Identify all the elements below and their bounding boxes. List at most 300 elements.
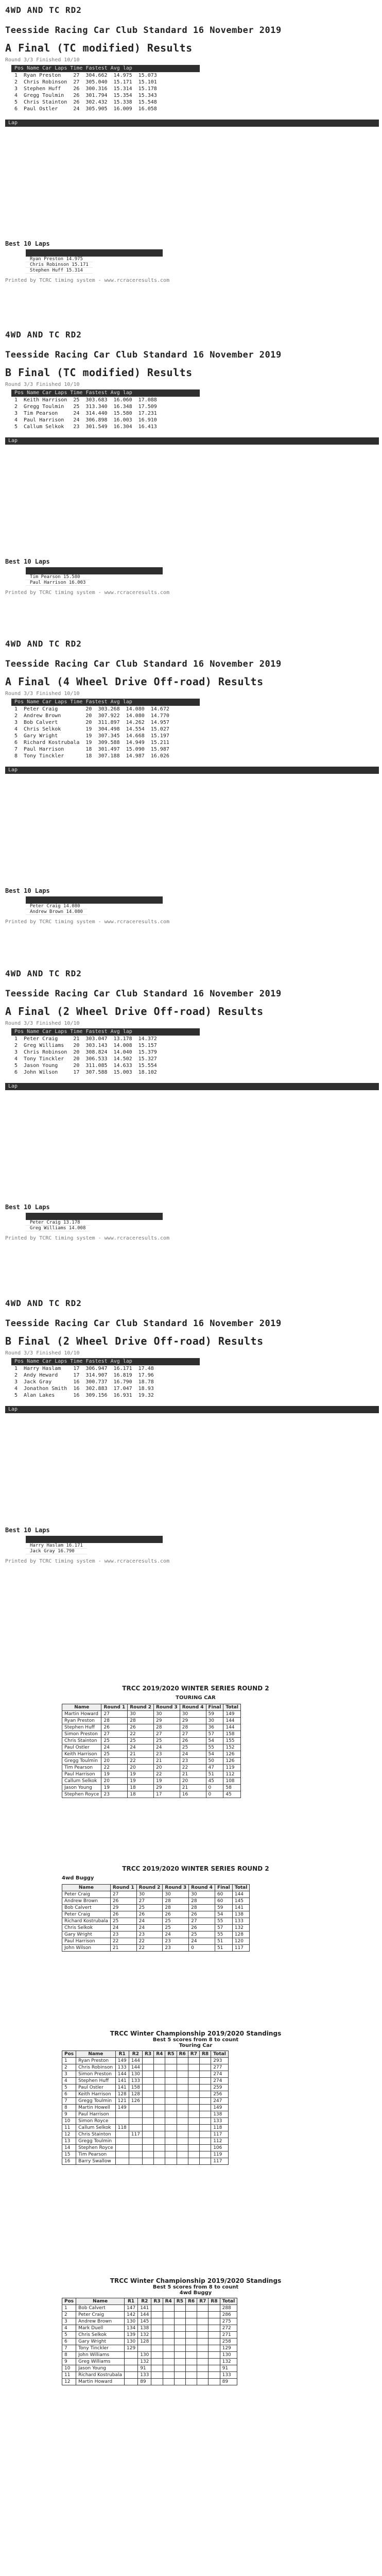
results-cell: 26 (73, 99, 80, 105)
table-cell (165, 2105, 177, 2111)
table-cell: Chris Stainton (76, 2131, 115, 2138)
table-cell (174, 2359, 185, 2365)
best-lap-row (26, 580, 90, 586)
table-cell: 28 (189, 1905, 215, 1911)
table-cell (154, 2131, 165, 2138)
best-lap-row (26, 257, 93, 262)
table-cell: 60 (215, 1898, 232, 1905)
table-cell: 57 (206, 1731, 223, 1738)
table-cell: 141 (232, 1905, 250, 1911)
table-cell: Callum Selkok (76, 2125, 115, 2131)
results-cell: 15.327 (138, 1056, 157, 1062)
table-cell: 30 (128, 1711, 154, 1718)
results-cell: 1 (14, 1036, 18, 1042)
table-cell: 144 (138, 2312, 151, 2318)
table-cell: 26 (101, 1724, 128, 1731)
table-cell (163, 2365, 174, 2372)
table-cell (165, 2078, 177, 2084)
table-cell: 2 (62, 2064, 76, 2071)
table-cell (174, 2325, 185, 2332)
table-cell (188, 2125, 199, 2131)
results-cell: 302.432 (85, 99, 108, 105)
results-cell: 16.058 (138, 106, 157, 112)
table-row (62, 1918, 250, 1925)
table-cell: 23 (110, 1931, 136, 1938)
header-row (62, 2051, 229, 2058)
results-cell: Bob Calvert (24, 720, 58, 725)
results-cell: 7 (14, 747, 18, 752)
results-cell: 311.085 (85, 1063, 108, 1069)
table-cell: Keith Harrison (76, 2091, 115, 2098)
table-cell: Chris Stainton (62, 1738, 101, 1744)
table-cell (200, 2118, 211, 2125)
table-cell (125, 2379, 138, 2385)
best-laps-header (26, 896, 163, 904)
table-cell (151, 2318, 163, 2325)
table-cell (186, 2325, 197, 2332)
best-laps-table (26, 1220, 90, 1231)
column-header: Name (62, 1704, 101, 1711)
table-row (62, 2084, 229, 2091)
table-cell: 132 (232, 1925, 250, 1931)
table-cell (163, 2318, 174, 2325)
results-cell: 15.101 (138, 79, 157, 85)
table-row (62, 2338, 237, 2345)
lap-chart-header: Lap (5, 437, 379, 445)
results-cell: 17 (73, 1372, 80, 1378)
results-cell: 16 (73, 1379, 80, 1385)
results-table (11, 706, 172, 759)
table-cell (151, 2325, 163, 2332)
lap-chart-header: Lap (5, 1406, 379, 1413)
results-cell: 6 (14, 740, 18, 745)
table-cell: 27 (154, 1731, 180, 1738)
results-cell: 23 (73, 424, 80, 430)
table-cell (209, 2352, 220, 2359)
table-cell (125, 2359, 138, 2365)
table-cell: 26 (128, 1724, 154, 1731)
table-cell (209, 2379, 220, 2385)
table-cell (188, 2078, 199, 2084)
table-cell: 19 (101, 1785, 128, 1791)
best-lap-cell: Stephen Huff 15.314 (26, 268, 93, 274)
table-cell (188, 2058, 199, 2064)
table-cell (163, 2312, 174, 2318)
table-cell: 132 (138, 2359, 151, 2365)
table-cell: 29 (110, 1905, 136, 1911)
results-cell: Andy Heward (24, 1372, 58, 1378)
table-cell (186, 2338, 197, 2345)
results-cell: Chris Stainton (24, 99, 67, 105)
results-cell: 306.533 (85, 1056, 108, 1062)
results-cell: Jack Gray (24, 1379, 52, 1385)
results-cell: 16.003 (113, 417, 132, 423)
table-row (62, 1911, 250, 1918)
table-cell: Peter Craig (62, 1911, 111, 1918)
best-lap-row (26, 262, 93, 268)
results-cell: 21 (73, 1036, 80, 1042)
round-label: 4WD AND TC RD2 (5, 330, 82, 340)
table-cell: Callum Selkok (62, 1778, 101, 1785)
table-cell: 55 (215, 1931, 232, 1938)
results-row (11, 733, 172, 739)
results-cell: 2 (14, 79, 18, 85)
final-title: A Final (TC modified) Results (5, 42, 193, 54)
results-row (11, 1385, 157, 1392)
table-cell: 19 (101, 1771, 128, 1778)
table-cell (200, 2064, 211, 2071)
table-row (62, 1758, 241, 1765)
table-cell: 28 (154, 1724, 180, 1731)
results-cell: 304.662 (85, 73, 108, 78)
table-cell: Chris Selkok (76, 2332, 125, 2338)
results-cell: 14.975 (113, 73, 132, 78)
final-title: B Final (2 Wheel Drive Off-road) Results (5, 1335, 264, 1347)
race-block-tc-a-final (0, 5, 382, 283)
table-cell: 24 (163, 1931, 189, 1938)
column-header: Round 3 (154, 1704, 180, 1711)
best-laps-title: Best 10 Laps (5, 1527, 50, 1534)
results-cell: 313.340 (85, 404, 108, 410)
column-header: Round 2 (128, 1704, 154, 1711)
table-cell: 130 (125, 2318, 138, 2325)
results-cell: 307.922 (98, 713, 120, 719)
results-cell: Andrew Brown (24, 713, 61, 719)
results-cell: 18.93 (138, 1386, 154, 1392)
lap-chart-header: Lap (5, 767, 379, 774)
table-cell (115, 2118, 129, 2125)
results-cell: Callum Selkok (24, 424, 64, 430)
table-row (62, 2125, 229, 2131)
table-cell (188, 2071, 199, 2078)
table-cell: 28 (189, 1898, 215, 1905)
best-laps-header (26, 1536, 163, 1543)
table-cell (200, 2138, 211, 2145)
table-cell: 158 (223, 1731, 241, 1738)
standings-sub: Best 5 scores from 8 to count (152, 2284, 239, 2290)
best-lap-cell: Tim Pearson 15.580 (26, 574, 90, 580)
table-cell: 134 (125, 2325, 138, 2332)
table-cell: 19 (128, 1771, 154, 1778)
table-cell (154, 2158, 165, 2165)
table-cell: Gary Wright (62, 1931, 111, 1938)
table-cell (151, 2352, 163, 2359)
race-content (0, 330, 382, 596)
table-cell: 128 (138, 2338, 151, 2345)
table-cell: 128 (232, 1931, 250, 1938)
results-cell: 14.668 (126, 733, 145, 739)
table-cell: 59 (206, 1711, 223, 1718)
round-meta: Round 3/3 Finished 10/10 (5, 57, 80, 63)
table-cell: 275 (220, 2318, 237, 2325)
table-row (62, 2345, 237, 2352)
table-cell (197, 2318, 209, 2325)
table-cell (163, 2338, 174, 2345)
results-header-bar: Pos Name Car Laps Time Fastest Avg lap (11, 699, 200, 706)
table-row (62, 1945, 250, 1952)
column-header: R7 (197, 2298, 209, 2305)
table-row (62, 1751, 241, 1758)
results-cell: 17.48 (138, 1366, 154, 1371)
results-row (11, 739, 172, 746)
results-cell: 4 (14, 1386, 18, 1392)
table-cell: Martin Howard (62, 1711, 101, 1718)
table-cell: 24 (110, 1925, 136, 1931)
table-cell (200, 2084, 211, 2091)
table-cell: 30 (189, 1891, 215, 1898)
table-cell (151, 2359, 163, 2365)
table-cell: 10 (62, 2118, 76, 2125)
table-cell (142, 2151, 153, 2158)
table-cell: 51 (215, 1938, 232, 1945)
results-cell: 1 (14, 1366, 18, 1371)
table-cell: 133 (232, 1918, 250, 1925)
results-cell: Chris Robinson (24, 79, 67, 85)
table-cell (154, 2064, 165, 2071)
table-cell: 21 (154, 1758, 180, 1765)
table-cell: 17 (154, 1791, 180, 1798)
table-cell: 128 (115, 2091, 129, 2098)
results-cell: 304.498 (98, 726, 120, 732)
column-header: R6 (177, 2051, 188, 2058)
table-cell (165, 2118, 177, 2125)
race-block-2wd-b-final (0, 1298, 382, 1564)
table-cell (151, 2345, 163, 2352)
table-cell (165, 2071, 177, 2078)
table-cell (200, 2151, 211, 2158)
table-cell: Tim Pearson (76, 2151, 115, 2158)
standings-buggy-table (62, 2298, 237, 2385)
table-row (62, 2332, 237, 2338)
table-cell (188, 2091, 199, 2098)
results-cell: 15.338 (113, 99, 132, 105)
results-cell: 8 (14, 753, 18, 759)
results-cell: Tim Pearson (24, 411, 58, 416)
table-cell: 13 (62, 2138, 76, 2145)
results-cell: 14.770 (150, 713, 169, 719)
results-cell: 24 (73, 417, 80, 423)
table-cell: 9 (62, 2111, 76, 2118)
results-cell: 307.188 (98, 753, 120, 759)
table-cell: 26 (110, 1911, 136, 1918)
column-header: Total (220, 2298, 237, 2305)
table-cell: 129 (220, 2345, 237, 2352)
table-cell: 28 (163, 1905, 189, 1911)
table-cell: 45 (206, 1778, 223, 1785)
table-cell: Stephen Royce (62, 1791, 101, 1798)
table-cell: Chris Selkok (62, 1925, 111, 1931)
results-row (11, 417, 160, 423)
table-cell (142, 2071, 153, 2078)
table-cell: 24 (128, 1744, 154, 1751)
table-row (62, 1731, 241, 1738)
table-cell (154, 2138, 165, 2145)
table-cell (129, 2125, 142, 2131)
table-cell (186, 2372, 197, 2379)
column-header: R4 (154, 2051, 165, 2058)
table-cell: 20 (180, 1778, 206, 1785)
table-cell: 10 (62, 2365, 76, 2372)
table-row (62, 1744, 241, 1751)
table-cell: Peter Craig (62, 1891, 111, 1898)
table-cell: 247 (211, 2098, 229, 2105)
table-cell: 20 (101, 1778, 128, 1785)
table-cell: 119 (211, 2151, 229, 2158)
table-cell: 25 (128, 1738, 154, 1744)
table-cell (154, 2118, 165, 2125)
results-cell: 301.549 (85, 424, 108, 430)
table-cell: 129 (125, 2345, 138, 2352)
table-cell (174, 2365, 185, 2372)
table-cell: 36 (206, 1724, 223, 1731)
table-cell: 119 (223, 1765, 241, 1771)
standings-title: TRCC Winter Championship 2019/2020 Standings (110, 2277, 282, 2284)
results-cell: 27 (73, 73, 80, 78)
table-cell: 149 (115, 2105, 129, 2111)
results-row (11, 397, 160, 403)
table-cell (188, 2111, 199, 2118)
race-content (0, 1298, 382, 1564)
standings-buggy (62, 2277, 329, 2385)
table-cell (177, 2091, 188, 2098)
table-cell: 47 (206, 1765, 223, 1771)
results-cell: 20 (85, 706, 92, 712)
results-header-bar: Pos Name Car Laps Time Fastest Avg lap (11, 389, 200, 397)
results-cell: 14.080 (126, 706, 145, 712)
results-cell: 19 (85, 726, 92, 732)
table-cell (209, 2345, 220, 2352)
table-cell (188, 2098, 199, 2105)
table-cell (165, 2131, 177, 2138)
table-cell (177, 2158, 188, 2165)
best-laps-title: Best 10 Laps (5, 240, 50, 247)
table-cell: 8 (62, 2105, 76, 2111)
column-header: Round 1 (101, 1704, 128, 1711)
table-cell (209, 2312, 220, 2318)
table-cell (186, 2305, 197, 2312)
results-cell: 305.040 (85, 79, 108, 85)
results-row (11, 706, 172, 713)
table-row (62, 2318, 237, 2325)
table-cell: 117 (129, 2131, 142, 2138)
results-cell: 17.509 (138, 404, 157, 410)
table-cell: 112 (223, 1771, 241, 1778)
best-lap-row (26, 1226, 90, 1231)
table-cell (174, 2352, 185, 2359)
results-cell: 303.143 (85, 1043, 108, 1048)
results-cell: 14.008 (113, 1043, 132, 1048)
table-cell: 286 (220, 2312, 237, 2318)
table-cell (151, 2338, 163, 2345)
table-cell: 126 (223, 1758, 241, 1765)
standings-touring (62, 2030, 329, 2165)
column-header: Total (211, 2051, 229, 2058)
results-cell: 17.088 (138, 397, 157, 403)
table-cell (188, 2158, 199, 2165)
series-sub: TOURING CAR (176, 1695, 216, 1701)
table-cell: 9 (62, 2359, 76, 2365)
results-cell: 15.090 (126, 747, 145, 752)
column-header: R2 (138, 2298, 151, 2305)
table-row (62, 1925, 250, 1931)
table-cell: 138 (138, 2325, 151, 2332)
table-cell (165, 2091, 177, 2098)
table-cell: Simon Royce (76, 2118, 115, 2125)
table-cell: 25 (163, 1918, 189, 1925)
table-cell: 28 (128, 1718, 154, 1724)
table-cell: Simon Preston (76, 2071, 115, 2078)
results-cell: Jason Young (24, 1063, 58, 1069)
results-row (11, 1365, 157, 1372)
table-cell (200, 2071, 211, 2078)
table-cell (165, 2098, 177, 2105)
event-title: Teesside Racing Car Club Standard 16 November 2019 (5, 350, 282, 360)
race-content (0, 5, 382, 283)
table-cell (151, 2365, 163, 2372)
table-cell: 141 (138, 2305, 151, 2312)
table-cell: 23 (136, 1931, 163, 1938)
table-cell: 45 (223, 1791, 241, 1798)
table-row (62, 2312, 237, 2318)
table-cell (197, 2325, 209, 2332)
results-cell: Chris Selkok (24, 726, 61, 732)
results-cell: Gregg Toulmin (24, 93, 64, 98)
table-cell: 51 (206, 1771, 223, 1778)
results-cell: 16 (73, 1393, 80, 1398)
table-cell: 11 (62, 2125, 76, 2131)
best-laps-header (26, 567, 163, 574)
best-lap-row (26, 574, 90, 580)
table-cell: 55 (206, 1744, 223, 1751)
table-cell (197, 2338, 209, 2345)
results-cell: Richard Kostrubala (24, 740, 80, 745)
results-cell: 16.790 (113, 1379, 132, 1385)
series-sub: 4wd Buggy (62, 1875, 94, 1881)
table-cell: John Williams (76, 2352, 125, 2359)
best-laps-header (26, 249, 163, 257)
table-cell: 28 (180, 1724, 206, 1731)
best-lap-cell: Paul Harrison 16.003 (26, 580, 90, 586)
results-cell: 15.314 (113, 86, 132, 92)
table-cell: 27 (180, 1731, 206, 1738)
table-cell: 89 (138, 2379, 151, 2385)
table-cell (209, 2359, 220, 2365)
results-cell: 14.672 (150, 706, 169, 712)
results-cell: 15.211 (150, 740, 169, 745)
table-cell: 0 (206, 1791, 223, 1798)
table-cell: 132 (220, 2359, 237, 2365)
results-cell: 24 (73, 106, 80, 112)
table-cell (154, 2145, 165, 2151)
column-header: Round 1 (110, 1885, 136, 1891)
table-row (62, 2145, 229, 2151)
table-row (62, 2305, 237, 2312)
table-cell: 133 (138, 2372, 151, 2379)
results-cell: 4 (14, 93, 18, 98)
table-cell: 54 (206, 1751, 223, 1758)
table-row (62, 2158, 229, 2165)
results-cell: 14.987 (126, 753, 145, 759)
table-cell: Stephen Royce (76, 2145, 115, 2151)
standings-touring-table (62, 2050, 229, 2165)
table-cell (200, 2111, 211, 2118)
table-cell: Mark Duell (76, 2325, 125, 2332)
results-cell: 3 (14, 411, 18, 416)
table-row (62, 1938, 250, 1945)
table-cell: 21 (180, 1785, 206, 1791)
table-cell (154, 2084, 165, 2091)
results-cell: 18 (85, 747, 92, 752)
